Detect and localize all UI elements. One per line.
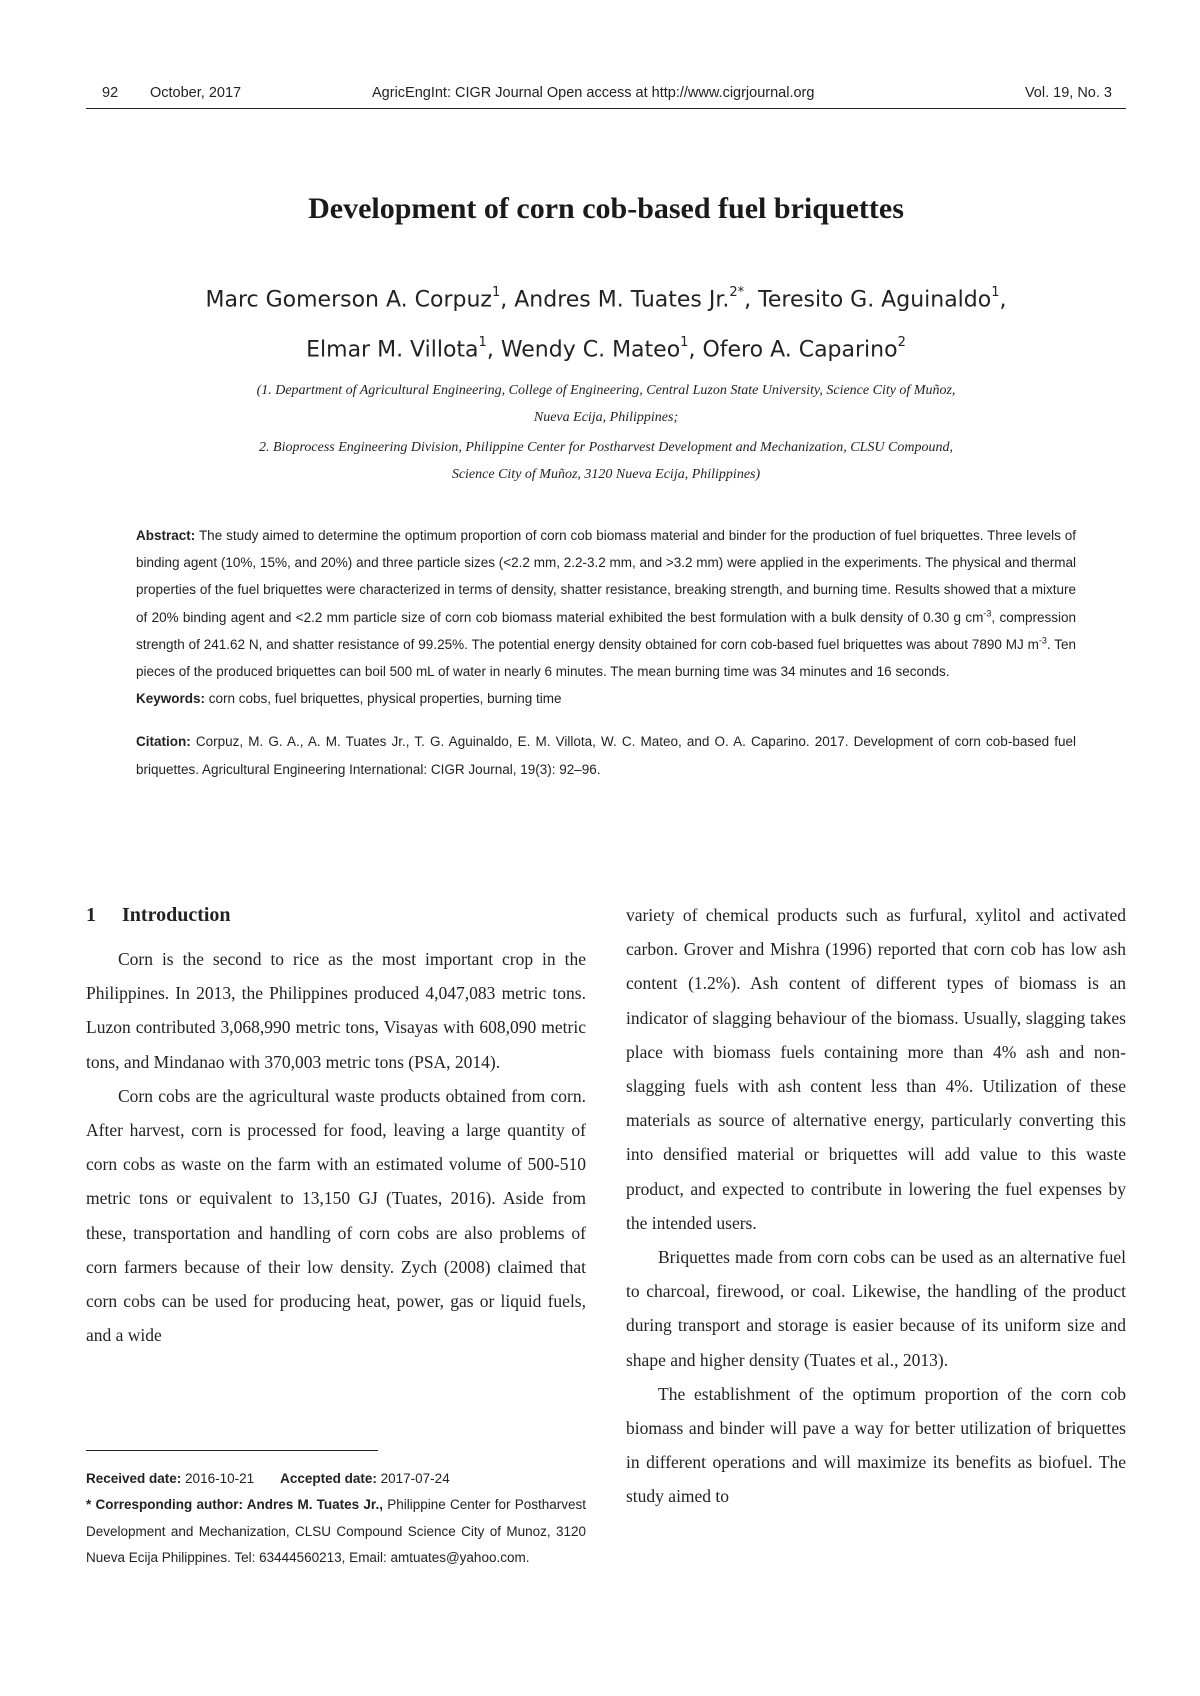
abstract-text: . Ten pieces of the produced briquettes can boil 500 mL of water in nearly 6 minutes. The mean burning time was 34 minutes and 16 seconds. [136, 636, 1076, 680]
received-date: 2016-10-21 [181, 1471, 255, 1486]
body-paragraph: Corn is the second to rice as the most important crop in the Philippines. In 2013, the Philippines produced 4,047,083 metric tons. Luzon contributed 3,068,990 metric tons, Visayas with 608,090 metric tons, and Mindanao with 370,003 metric tons (PSA, 2014). [86, 949, 586, 1072]
paper-title: Development of corn cob-based fuel briquettes [308, 192, 904, 225]
affiliation-line: 2. Bioprocess Engineering Division, Philippine Center for Postharvest Development and Mechanization, CLSU Compound, [259, 440, 953, 455]
corresponding-author-footnote [86, 1492, 586, 1571]
section-title: Introduction [122, 904, 231, 926]
author-name: Teresito G. Aguinaldo [758, 287, 992, 313]
running-header [86, 84, 1126, 109]
body-paragraph: The establishment of the optimum proportion of the corn cob biomass and binder will pave a way for better utilization of briquettes in different operations and will maximize its benefits as biofuel. The study aimed to [626, 1383, 1126, 1507]
author-name: Andres M. Tuates Jr. [514, 287, 730, 313]
body-paragraph: Corn cobs are the agricultural waste products obtained from corn. After harvest, corn is processed for food, leaving a large quantity of corn cobs as waste on the farm with an estimated volume of 500-510 metric tons or equivalent to 13,150 GJ (Tuates, 2016). Aside from these, transportation and handling of corn cobs are also problems of corn farmers because of their low density. Zych (2008) claimed that corn cobs can be used for producing heat, power, gas or liquid fuels, and a wide [86, 1085, 586, 1346]
author-line-2 [86, 337, 1126, 362]
accepted-label: Accepted date: [280, 1471, 377, 1486]
journal-line: AgricEngInt: CIGR Journal Open access at http://www.cigrjournal.org [372, 85, 815, 101]
citation [136, 728, 1076, 782]
section-heading [86, 900, 586, 930]
author-name: Wendy C. Mateo [500, 337, 681, 363]
author-affiliation-mark: 1 [991, 285, 1000, 300]
author-affiliation-mark: 1 [491, 285, 501, 300]
author-affiliation-mark: 2 [897, 335, 906, 350]
abstract-text: , compression strength of 241.62 N, and shatter resistance of 99.25%. The potential energy density obtained for corn cob-based fuel briquettes was about 7890 MJ m [136, 609, 1076, 652]
affiliation-line: (1. Department of Agricultural Engineering, College of Engineering, Central Luzon State University, Science City of Muñoz, [256, 383, 956, 398]
issue-date: October, 2017 [150, 85, 242, 101]
author-affiliation-mark: 2* [729, 285, 745, 300]
citation-text: Corpuz, M. G. A., A. M. Tuates Jr., T. G. Aguinaldo, E. M. Villota, W. C. Mateo, and O. A. Caparino. 2017. Development of corn cob-based fuel briquettes. Agricultural Engineering International: CIGR Journal, 19(3): 92–96. [136, 734, 1076, 777]
author-affiliation-mark: 1 [680, 335, 689, 350]
footnotes [86, 1466, 586, 1572]
page-number: 92 [102, 85, 119, 101]
received-label: Received date: [86, 1471, 182, 1486]
author-separator: , [999, 287, 1007, 313]
author-name: Marc Gomerson A. Corpuz [205, 287, 492, 313]
author-separator: , [744, 287, 759, 313]
body-paragraph: Briquettes made from corn cobs can be used as an alternative fuel to charcoal, firewood, or coal. Likewise, the handling of the product during transport and storage is easier because of its uniform size and shape and higher density (Tuates et al., 2013). [626, 1247, 1126, 1370]
keywords-label: Keywords: [136, 691, 206, 707]
affiliation-line: Science City of Muñoz, 3120 Nueva Ecija, Philippines) [451, 467, 761, 482]
dates-footnote [86, 1466, 586, 1492]
unit-exponent: -3 [1038, 635, 1047, 646]
right-column [626, 898, 1126, 1514]
author-line-1 [86, 287, 1126, 312]
abstract-label: Abstract: [136, 528, 196, 543]
affiliation-line: Nueva Ecija, Philippines; [533, 410, 679, 425]
abstract-block [136, 522, 1076, 783]
author-separator: , [486, 337, 501, 363]
volume-issue: Vol. 19, No. 3 [1024, 85, 1112, 101]
body-paragraph: variety of chemical products such as furfural, xylitol and activated carbon. Grover and Mishra (1996) reported that corn cob has low ash content (1.2%). Ash content of different types of biomass is an indicator of slagging behaviour of the biomass. Usually, slagging takes place with biomass fuels containing more than 4% ash and non-slagging fuels with ash content less than 4%. Utilization of these materials as source of alternative energy, particularly converting this into densified material or briquettes will add value to this waste product, and expected to contribute in lowering the fuel expenses by the intended users. [626, 905, 1126, 1233]
author-separator: , [688, 337, 703, 363]
keywords [136, 685, 1076, 712]
unit-exponent: -3 [983, 608, 992, 619]
abstract [136, 522, 1076, 685]
author-separator: , [500, 287, 515, 313]
keywords-text: corn cobs, fuel briquettes, physical properties, burning time [205, 691, 562, 707]
left-column [86, 900, 586, 1352]
corresponding-author-label: * Corresponding author: Andres M. Tuates Jr., [86, 1497, 383, 1513]
corresponding-author-details: Philippine Center for Postharvest Development and Mechanization, CLSU Compound Science City of Munoz, 3120 Nueva Ecija Philippines. Tel: 63444560213, Email: amtuates@yahoo.com. [86, 1497, 586, 1566]
accepted-date: 2017-07-24 [376, 1471, 450, 1486]
section-number: 1 [86, 904, 96, 926]
author-name: Elmar M. Villota [306, 337, 479, 363]
footnote-divider [86, 1450, 378, 1451]
abstract-text: The study aimed to determine the optimum proportion of corn cob biomass material and binder for the production of fuel briquettes. Three levels of binding agent (10%, 15%, and 20%) and three particle sizes (<2.2 mm, 2.2-3.2 mm, and >3.2 mm) were applied in the experiments. The physical and thermal properties of the fuel briquettes were characterized in terms of density, shatter resistance, breaking strength, and burning time. Results showed that a mixture of 20% binding agent and <2.2 mm particle size of corn cob biomass material exhibited the best formulation with a bulk density of 0.30 g cm [136, 528, 1076, 625]
citation-label: Citation: [136, 734, 191, 750]
author-affiliation-mark: 1 [478, 335, 487, 350]
author-name: Ofero A. Caparino [702, 337, 898, 363]
